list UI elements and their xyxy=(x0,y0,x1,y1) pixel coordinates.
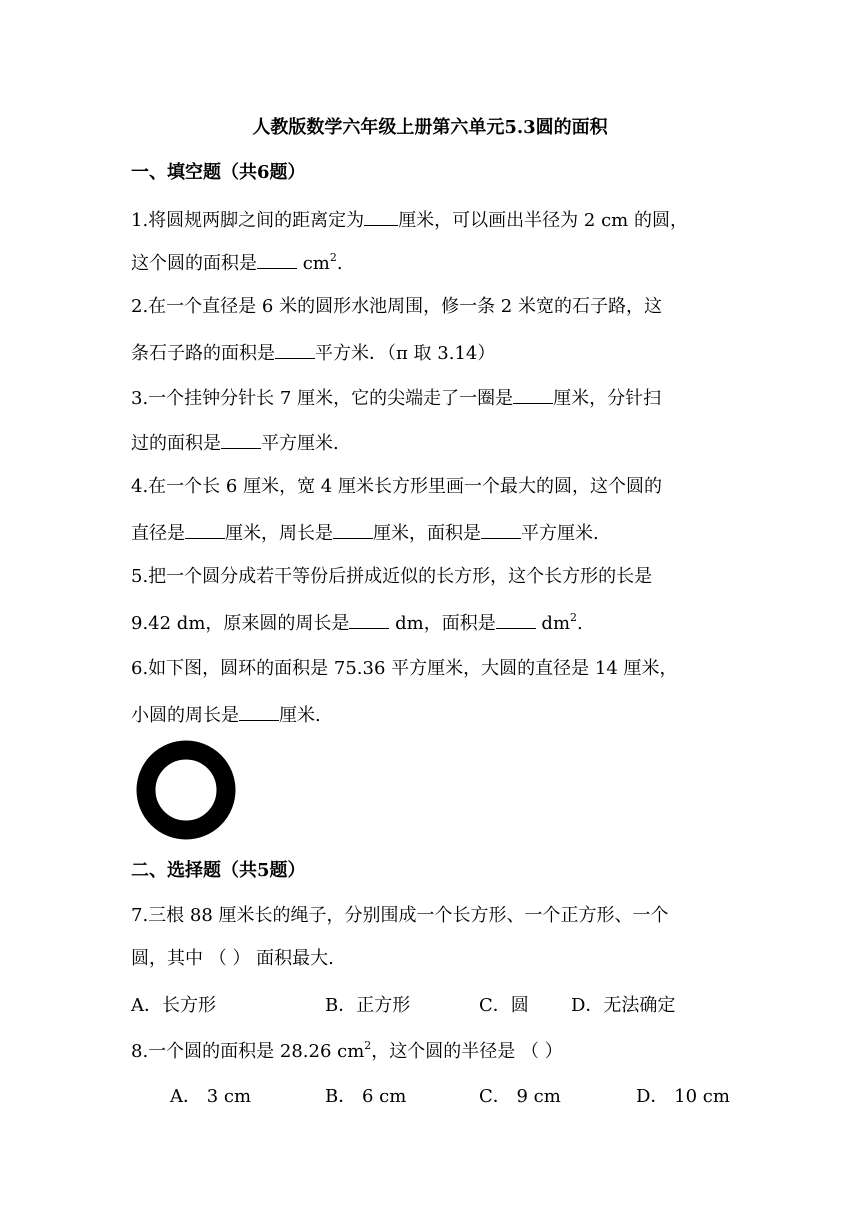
q8-unit-sup: 2 xyxy=(364,1039,372,1052)
question-5-line-2 xyxy=(131,610,583,636)
question-2-line-1: 2.在一个直径是 6 米的圆形水池周围，修一条 2 米宽的石子路，这 xyxy=(131,296,662,317)
q5-text-a: 9.42 dm，原来圆的周长是 xyxy=(131,613,350,634)
question-4-line-1: 4.在一个长 6 厘米，宽 4 厘米长方形里画一个最大的圆，这个圆的 xyxy=(131,476,662,497)
question-3-line-2 xyxy=(131,430,339,456)
q7-option-b: B．正方形 xyxy=(325,995,411,1016)
q1-unit: cm xyxy=(297,253,330,274)
q1-text-b: 厘米，可以画出半径为 2 cm 的圆， xyxy=(398,210,688,231)
q3-text-b: 厘米，分针扫 xyxy=(553,388,662,409)
q5-blank-1 xyxy=(349,610,389,629)
q6-text-b: 厘米. xyxy=(279,705,321,726)
q8-option-c: C． 9 cm xyxy=(479,1086,561,1107)
q4-text-a: 直径是 xyxy=(131,523,185,544)
q5-text-b: dm，面积是 xyxy=(389,613,496,634)
q3-text-a: 3.一个挂钟分针长 7 厘米，它的尖端走了一圈是 xyxy=(131,388,514,409)
q2-text-b: 平方米．（π 取 3.14） xyxy=(315,343,496,364)
q2-text-a: 条石子路的面积是 xyxy=(131,343,275,364)
question-6-line-2 xyxy=(131,702,321,728)
q7-option-a: A．长方形 xyxy=(131,995,216,1016)
q1-text-a: 1.将圆规两脚之间的距离定为 xyxy=(131,210,365,231)
question-8-line-1 xyxy=(131,1040,563,1064)
q8-text-b: ，这个圆的半径是 （ ） xyxy=(371,1041,563,1062)
question-1-line-1 xyxy=(131,207,688,233)
question-7-line-1: 7.三根 88 厘米长的绳子，分别围成一个长方形、一个正方形、一个 xyxy=(131,905,669,926)
q4-text-d: 平方厘米. xyxy=(521,523,599,544)
q3-text-d: 平方厘米. xyxy=(261,433,339,454)
annulus-figure xyxy=(136,740,236,840)
q2-blank-1 xyxy=(275,340,315,359)
section-heading-multiple-choice: 二、选择题（共5题） xyxy=(131,860,306,881)
q8-option-b: B． 6 cm xyxy=(325,1086,407,1107)
q6-text-a: 小圆的周长是 xyxy=(131,705,239,726)
q5-unit-sup: 2 xyxy=(570,611,578,624)
q5-unit: dm xyxy=(535,613,571,634)
q8-option-a: A． 3 cm xyxy=(170,1086,252,1107)
q7-option-d: D．无法确定 xyxy=(571,995,676,1016)
question-5-line-1: 5.把一个圆分成若干等份后拼成近似的长方形，这个长方形的长是 xyxy=(131,566,653,587)
q5-blank-2 xyxy=(496,610,536,629)
q8-option-d: D． 10 cm xyxy=(636,1086,730,1107)
question-2-line-2 xyxy=(131,340,495,366)
q3-text-c: 过的面积是 xyxy=(131,433,221,454)
question-3-line-1 xyxy=(131,385,661,411)
q1-end: . xyxy=(336,253,343,274)
q4-blank-2 xyxy=(333,520,373,539)
annulus-ring xyxy=(146,750,226,830)
q1-blank-2 xyxy=(257,250,297,269)
page-title: 人教版数学六年级上册第六单元5.3圆的面积 xyxy=(252,117,608,138)
q4-text-c: 厘米，面积是 xyxy=(373,523,481,544)
q1-text-c: 这个圆的面积是 xyxy=(131,253,257,274)
question-6-line-1: 6.如下图，圆环的面积是 75.36 平方厘米，大圆的直径是 14 厘米， xyxy=(131,658,678,679)
section-heading-fill-blank: 一、填空题（共6题） xyxy=(131,162,306,183)
q8-text-a: 8.一个圆的面积是 28.26 cm xyxy=(131,1041,365,1062)
question-1-line-2 xyxy=(131,250,343,276)
question-7-line-2: 圆，其中 （ ） 面积最大. xyxy=(131,948,334,969)
q7-option-c: C．圆 xyxy=(479,995,529,1016)
q4-blank-1 xyxy=(185,520,225,539)
q3-blank-2 xyxy=(221,430,261,449)
q6-blank-1 xyxy=(239,702,279,721)
q1-unit-sup: 2 xyxy=(329,251,337,264)
q4-text-b: 厘米，周长是 xyxy=(225,523,333,544)
question-4-line-2 xyxy=(131,520,599,546)
q1-blank-1 xyxy=(364,207,398,226)
q3-blank-1 xyxy=(513,385,553,404)
q5-end: . xyxy=(577,613,583,634)
q4-blank-3 xyxy=(481,520,521,539)
